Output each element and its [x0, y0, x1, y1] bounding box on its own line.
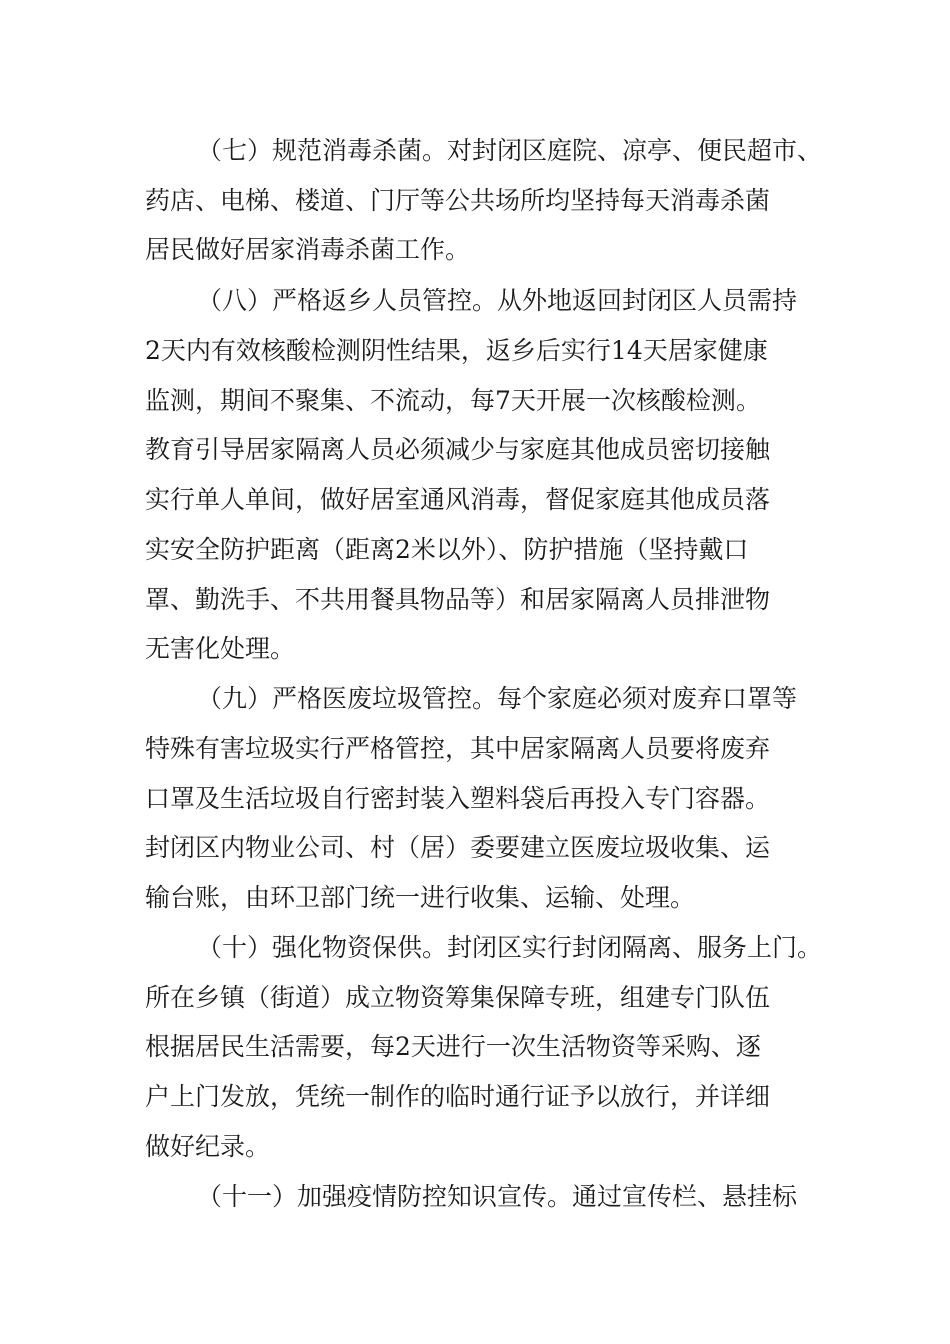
paragraph-line: 实行单人单间，做好居室通风消毒，督促家庭其他成员落 — [145, 485, 771, 514]
paragraph-line: 做好纪录。 — [145, 1132, 271, 1161]
paragraph-line: 户上门发放，凭统一制作的临时通行证予以放行，并详细 — [145, 1082, 771, 1111]
paragraph-line: 根据居民生活需要，每2天进行一次生活物资等采购、逐 — [145, 1032, 761, 1061]
paragraph-line: 罩、勤洗手、不共用餐具物品等）和居家隔离人员排泄物 — [145, 585, 771, 614]
paragraph-line: 封闭区内物业公司、村（居）委要建立医废垃圾收集、运 — [145, 833, 771, 862]
paragraph-line: 输台账，由环卫部门统一进行收集、运输、处理。 — [145, 883, 696, 912]
paragraph-line: 2天内有效核酸检测阴性结果，返乡后实行14天居家健康 — [145, 336, 768, 365]
paragraph-line: 实安全防护距离（距离2米以外）、防护措施（坚持戴口 — [145, 535, 749, 564]
paragraph-line: 监测，期间不聚集、不流动，每7天开展一次核酸检测。 — [145, 386, 761, 415]
paragraph-line: （十一）加强疫情防控知识宣传。通过宣传栏、悬挂标 — [197, 1182, 798, 1211]
paragraph-line: （十）强化物资保供。封闭区实行封闭隔离、服务上门。 — [197, 933, 823, 962]
paragraph-line: 居民做好居家消毒杀菌工作。 — [145, 235, 471, 264]
paragraph-line: 药店、电梯、楼道、门厅等公共场所均坚持每天消毒杀菌 — [145, 186, 771, 215]
paragraph-line: （八）严格返乡人员管控。从外地返回封闭区人员需持 — [197, 286, 798, 315]
paragraph-line: 无害化处理。 — [145, 634, 296, 663]
paragraph-line: （九）严格医废垃圾管控。每个家庭必须对废弃口罩等 — [197, 684, 798, 713]
paragraph-line: 特殊有害垃圾实行严格管控，其中居家隔离人员要将废弃 — [145, 734, 771, 763]
paragraph-line: 所在乡镇（街道）成立物资筹集保障专班，组建专门队伍 — [145, 983, 771, 1012]
paragraph-line: 教育引导居家隔离人员必须减少与家庭其他成员密切接触 — [145, 435, 771, 464]
paragraph-line: （七）规范消毒杀菌。对封闭区庭院、凉亭、便民超市、 — [197, 136, 823, 165]
paragraph-line: 口罩及生活垃圾自行密封装入塑料袋后再投入专门容器。 — [145, 784, 771, 813]
